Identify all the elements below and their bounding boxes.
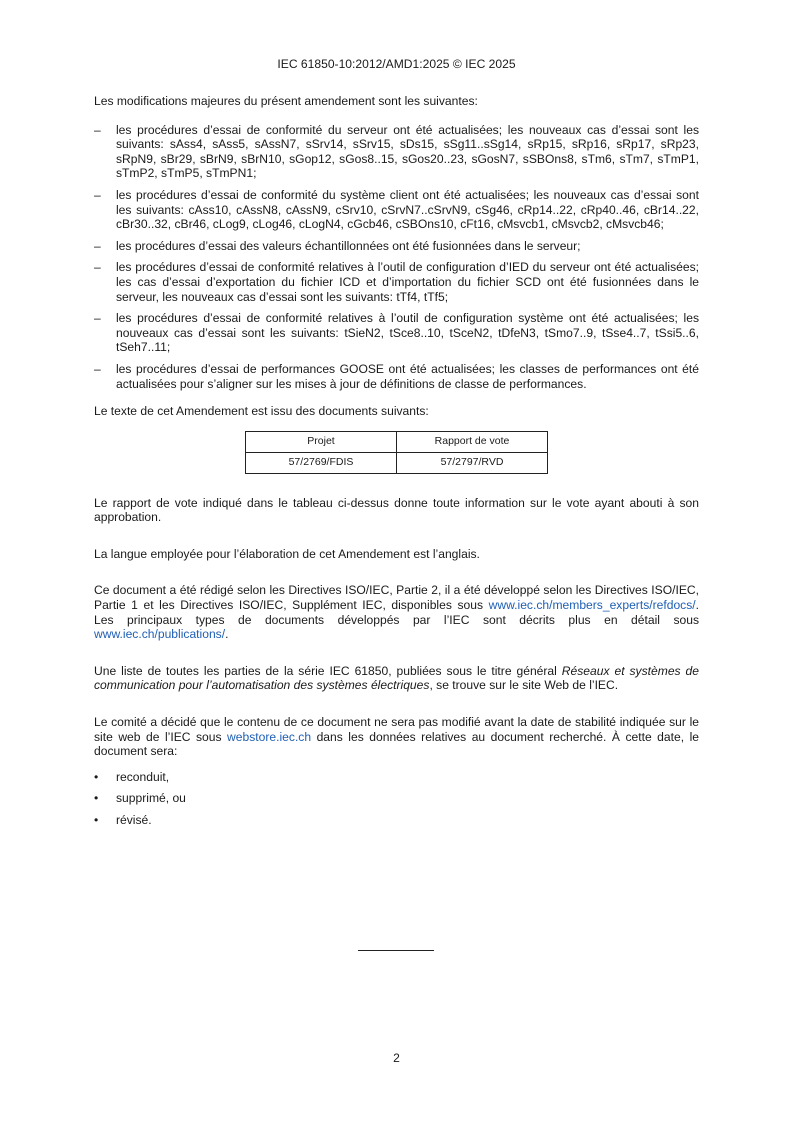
end-of-text-rule <box>358 950 434 951</box>
outcome-item: • reconduit, <box>94 769 170 784</box>
stability-paragraph: Le comité a décidé que le contenu de ce document ne sera pas modifié avant la date de stabilité indiquée sur le site web de l’IEC sous webstore.iec.ch dans les données relatives au document recherché. À cette date, le document sera: <box>94 715 699 759</box>
outcome-item: • révisé. <box>94 813 152 827</box>
language-text: La langue employée pour l’élaboration de cet Amendement est l’anglais. <box>94 546 480 561</box>
dash-marker: – <box>94 238 101 253</box>
page-header: IEC 61850-10:2012/AMD1:2025 © IEC 2025 <box>277 57 516 71</box>
refdocs-link[interactable]: www.iec.ch/members_experts/refdocs/ <box>488 598 696 613</box>
change-item: – les procédures d’essai de conformité relatives à l’outil de configuration d’IED du serveur ont été actualisées; les cas d’essai d’exportation du fichier ICD et d’importation du fichier SCD ont été fusionnées dans le serveur, les nouveaux cas d’essai sont les suivants: tTf4, tTf5; <box>94 260 699 304</box>
change-item: – les procédures d’essai de performances GOOSE ont été actualisées; les classes de performances ont été actualisées pour s’aligner sur les mises à jour de définitions de classe de performances. <box>94 361 699 391</box>
document-body <box>94 94 699 835</box>
webstore-link[interactable]: webstore.iec.ch <box>227 729 312 744</box>
dash-marker: – <box>94 187 101 202</box>
table-cell: 57/2769/FDIS <box>246 452 397 473</box>
changes-list <box>94 123 699 392</box>
outcomes-list <box>94 770 699 828</box>
dash-marker: – <box>94 260 101 275</box>
table-header-cell: Rapport de vote <box>397 431 548 452</box>
table-row <box>246 452 548 473</box>
change-item: – les procédures d’essai de conformité du système client ont été actualisées; les nouveaux cas d’essai sont les suivants: cAss10, cAssN8, cAssN9, cSrv10, cSrvN7..cSrvN9, cSg46, cRp14..22, cRp40..46, cBr14..22, cBr30..32, cBr46, cLog9, cLog46, cLogN4, cGcb46, cSBOns10, cFt16, cMsvcb1, cMsvcb2, cMsvcb46; <box>94 187 699 232</box>
voting-documents-table <box>245 431 548 474</box>
dash-marker: – <box>94 311 101 326</box>
dash-marker: – <box>94 122 101 137</box>
publications-link[interactable]: www.iec.ch/publications/ <box>94 627 226 642</box>
intro-text: Les modifications majeures du présent amendement sont les suivantes: <box>94 94 478 108</box>
outcome-item: • supprimé, ou <box>94 791 186 806</box>
page-number: 2 <box>393 1051 400 1065</box>
table-header-cell: Projet <box>246 431 397 452</box>
table-cell: 57/2797/RVD <box>397 452 548 473</box>
dash-marker: – <box>94 361 101 376</box>
series-title: Réseaux et systèmes de communication pour l’automatisation des systèmes électriques <box>94 663 699 693</box>
change-item: – les procédures d’essai de conformité du serveur ont été actualisées; les nouveaux cas d’essai sont les suivants: sAss4, sAss5, sAssN7, sSrv14, sSrv15, sDs15, sSg11..sSg14, sRp15, sRp16, sRp17, sRp23, sRpN9, sBr29, sBrN9, sBrN10, sGop12, sGos8..15, sGos20..23, sGosN7, sSBOns8, sTm6, sTm7, sTmP1, sTmP2, sTmP5, sTmPN1; <box>94 122 699 181</box>
series-paragraph: Une liste de toutes les parties de la série IEC 61850, publiées sous le titre général Réseaux et systèmes de communication pour l’automatisation des systèmes électriques, se trouve sur le site Web de l’IEC. <box>94 663 699 693</box>
change-item: – les procédures d’essai des valeurs échantillonnées ont été fusionnées dans le serveur; <box>94 238 581 253</box>
bullet-marker: • <box>94 769 99 784</box>
change-item: – les procédures d’essai de conformité relatives à l’outil de configuration système ont été actualisées; les nouveaux cas d’essai sont les suivants: tSieN2, tSce8..10, tSceN2, tDfeN3, tSmo7..9, tSse4..7, tSsi5..6, tSeh7..11; <box>94 311 699 355</box>
bullet-marker: • <box>94 791 99 806</box>
source-documents-text: Le texte de cet Amendement est issu des documents suivants: <box>94 404 429 419</box>
directives-paragraph: Ce document a été rédigé selon les Directives ISO/IEC, Partie 2, il a été développé selon les Directives ISO/IEC, Partie 1 et les Directives ISO/IEC, Supplément IEC, disponibles sous www.iec.ch/members_experts/refdocs/. Les principaux types de documents développés par l’IEC sont décrits plus en détail sous www.iec.ch/publications/. <box>94 583 699 642</box>
vote-report-text: Le rapport de vote indiqué dans le tableau ci-dessus donne toute information sur le vote ayant abouti à son approbation. <box>94 495 699 525</box>
bullet-marker: • <box>94 813 99 827</box>
table-header-row <box>246 431 548 452</box>
